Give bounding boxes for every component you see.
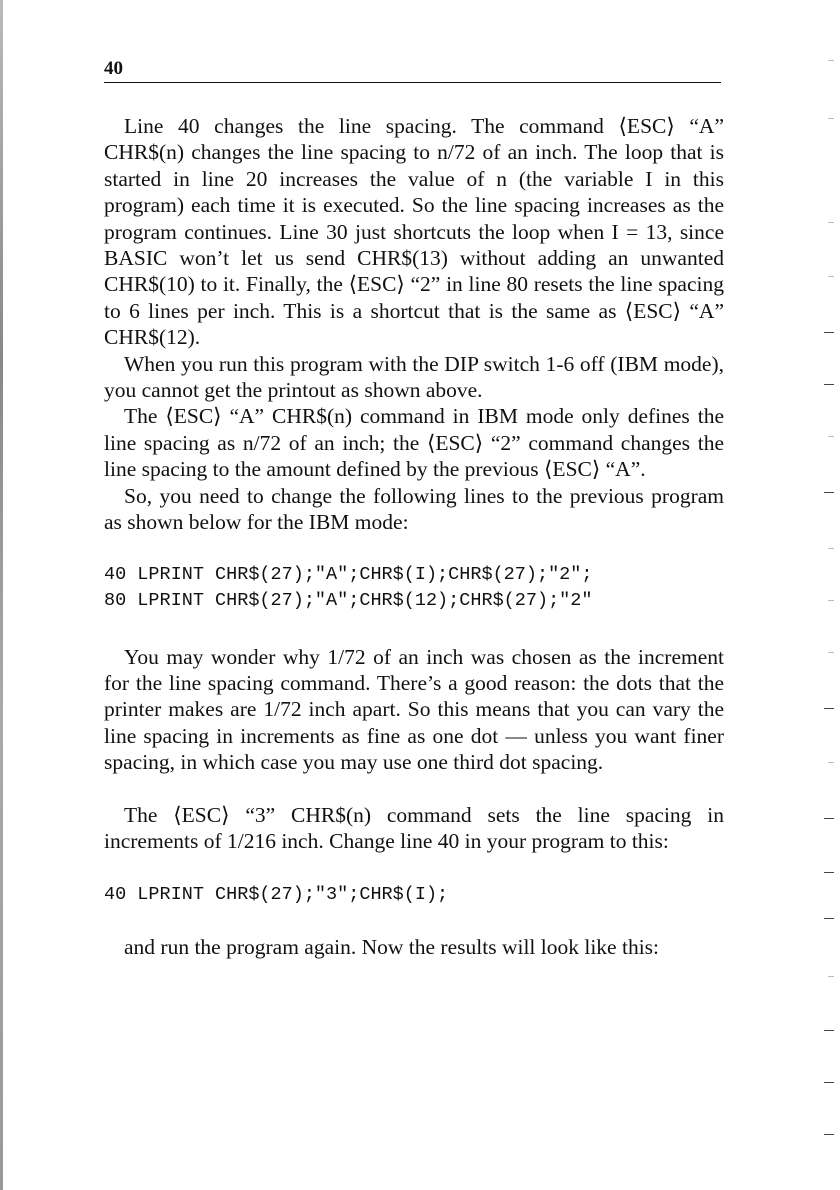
page-body (104, 113, 724, 961)
paragraph-line-spacing-explanation: Line 40 changes the line spacing. The command ⟨ESC⟩ “A” CHR$(n) changes the line spacing to n/72 of an inch. The loop that is started in line 20 increases the value of n (the variable I in this program) each time it is executed. So the line spacing increases as the program continues. Line 30 just shortcuts the loop when I = 13, since BASIC won’t let us send CHR$(13) without adding an unwanted CHR$(10) to it. Finally, the ⟨ESC⟩ “2” in line 80 resets the line spacing to 6 lines per inch. This is a shortcut that is the same as ⟨ESC⟩ “A” CHR$(12). (104, 114, 724, 350)
code-line: 40 LPRINT CHR$(27);"A";CHR$(I);CHR$(27);"2"; (104, 563, 593, 585)
margin-marks (810, 0, 840, 1190)
page-number: 40 (104, 58, 123, 79)
code-line: 40 LPRINT CHR$(27);"3";CHR$(I); (104, 884, 449, 906)
paragraph-ibm-command-definition: The ⟨ESC⟩ “A” CHR$(n) command in IBM mode only defines the line spacing as n/72 of an inch; the ⟨ESC⟩ “2” command changes the line spacing to the amount defined by the previous ⟨ESC⟩ “A”. (104, 404, 724, 482)
page-header (104, 58, 721, 83)
paragraph-increment-reason: You may wonder why 1/72 of an inch was chosen as the increment for the line spacing command. There’s a good reason: the dots that the printer makes are 1/72 inch apart. So this means that you can vary the line spacing in increments as fine as one dot — unless you want finer spacing, in which case you may use one third dot spacing. (104, 644, 724, 775)
paragraph-change-lines-instruction: So, you need to change the following lines to the previous program as shown below for the IBM mode: (104, 483, 724, 535)
paragraph-run-again: and run the program again. Now the results will look like this: (124, 935, 660, 960)
code-line: 80 LPRINT CHR$(27);"A";CHR$(12);CHR$(27);"2" (104, 589, 593, 611)
paragraph-esc-3-command: The ⟨ESC⟩ “3” CHR$(n) command sets the line spacing in increments of 1/216 inch. Change line 40 in your program to this: (104, 802, 724, 853)
paragraph-ibm-mode-note: When you run this program with the DIP switch 1-6 off (IBM mode), you cannot get the printout as shown above. (104, 351, 724, 403)
page-left-edge (0, 0, 3, 1190)
code-block-ibm (104, 562, 724, 614)
code-block-esc-3 (104, 882, 724, 908)
